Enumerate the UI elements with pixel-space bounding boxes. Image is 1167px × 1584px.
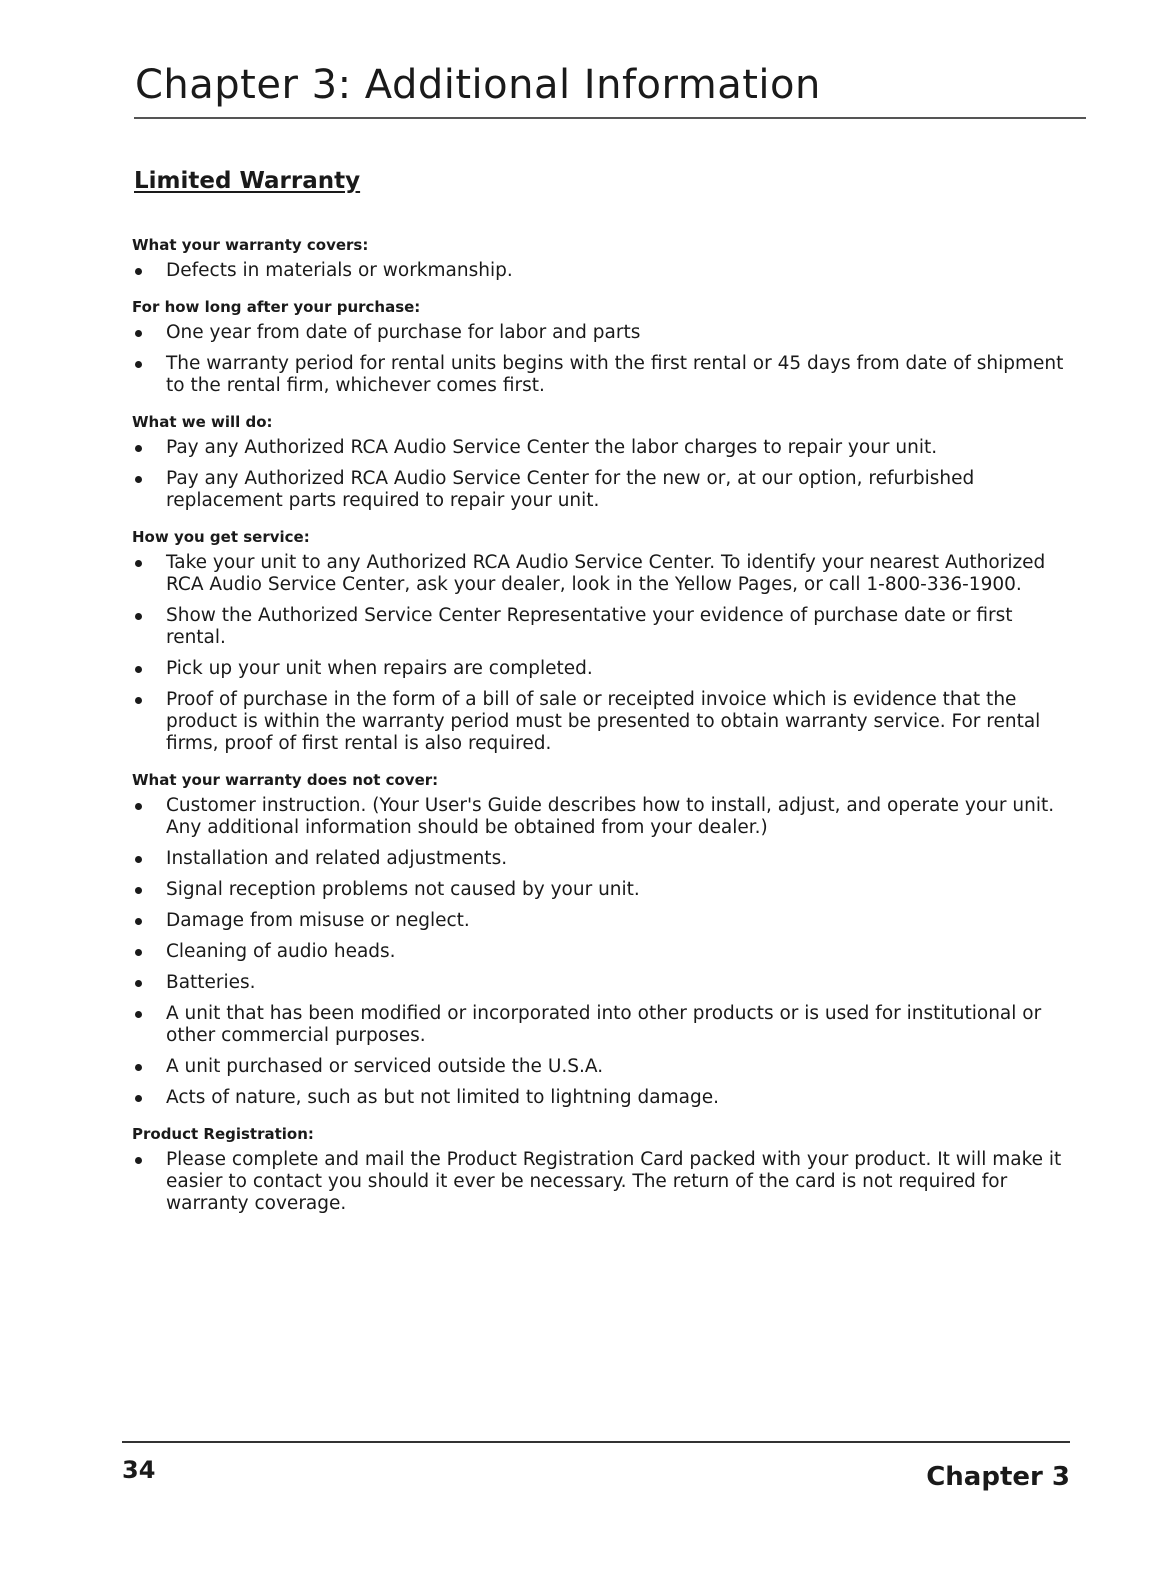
list-item: One year from date of purchase for labor and parts xyxy=(130,322,1065,344)
warranty-covers-section xyxy=(130,234,1065,282)
list-item: Signal reception problems not caused by your unit. xyxy=(130,879,1065,901)
list-item: Pay any Authorized RCA Audio Service Center for the new or, at our option, refurbished replacement parts required to repair your unit. xyxy=(130,468,1065,512)
footer-chapter-label: Chapter 3 xyxy=(926,1462,1070,1492)
list-item: Defects in materials or workmanship. xyxy=(130,260,1065,282)
warranty-content xyxy=(130,234,1065,1229)
bullet-list xyxy=(130,260,1065,282)
list-item: Please complete and mail the Product Registration Card packed with your product. It will make it easier to contact you should it ever be necessary. The return of the card is not required for warranty coverage. xyxy=(130,1149,1065,1215)
list-item: Pay any Authorized RCA Audio Service Center the labor charges to repair your unit. xyxy=(130,437,1065,459)
list-item: A unit that has been modified or incorporated into other products or is used for institutional or other commercial purposes. xyxy=(130,1003,1065,1047)
page-number: 34 xyxy=(122,1456,156,1484)
bullet-list xyxy=(130,322,1065,397)
product-registration-section xyxy=(130,1123,1065,1215)
subheading: How you get service: xyxy=(132,528,310,546)
list-item: Proof of purchase in the form of a bill of sale or receipted invoice which is evidence that the product is within the warranty period must be presented to obtain warranty service. For rental firms, proof of first rental is also required. xyxy=(130,689,1065,755)
list-item: The warranty period for rental units begins with the first rental or 45 days from date of shipment to the rental firm, whichever comes first. xyxy=(130,353,1065,397)
not-covered-section xyxy=(130,769,1065,1109)
subheading: Product Registration: xyxy=(132,1125,314,1143)
list-item: A unit purchased or serviced outside the U.S.A. xyxy=(130,1056,1065,1078)
list-item: Installation and related adjustments. xyxy=(130,848,1065,870)
bullet-list xyxy=(130,552,1065,755)
subheading: For how long after your purchase: xyxy=(132,298,421,316)
list-item: Acts of nature, such as but not limited to lightning damage. xyxy=(130,1087,1065,1109)
section-title: Limited Warranty xyxy=(134,168,361,194)
subheading: What your warranty covers: xyxy=(132,236,369,254)
get-service-section xyxy=(130,526,1065,755)
subheading: What we will do: xyxy=(132,413,273,431)
what-we-do-section xyxy=(130,411,1065,512)
list-item: Pick up your unit when repairs are completed. xyxy=(130,658,1065,680)
bullet-list xyxy=(130,795,1065,1109)
chapter-title: Chapter 3: Additional Information xyxy=(135,62,821,108)
footer-divider xyxy=(122,1441,1070,1443)
list-item: Damage from misuse or neglect. xyxy=(130,910,1065,932)
title-divider xyxy=(134,117,1086,119)
warranty-duration-section xyxy=(130,296,1065,397)
bullet-list xyxy=(130,1149,1065,1215)
list-item: Batteries. xyxy=(130,972,1065,994)
list-item: Cleaning of audio heads. xyxy=(130,941,1065,963)
list-item: Customer instruction. (Your User's Guide describes how to install, adjust, and operate your unit. Any additional information should be obtained from your dealer.) xyxy=(130,795,1065,839)
subheading: What your warranty does not cover: xyxy=(132,771,439,789)
list-item: Show the Authorized Service Center Representative your evidence of purchase date or first rental. xyxy=(130,605,1065,649)
list-item: Take your unit to any Authorized RCA Audio Service Center. To identify your nearest Authorized RCA Audio Service Center, ask your dealer, look in the Yellow Pages, or call 1-800-336-1900. xyxy=(130,552,1065,596)
bullet-list xyxy=(130,437,1065,512)
